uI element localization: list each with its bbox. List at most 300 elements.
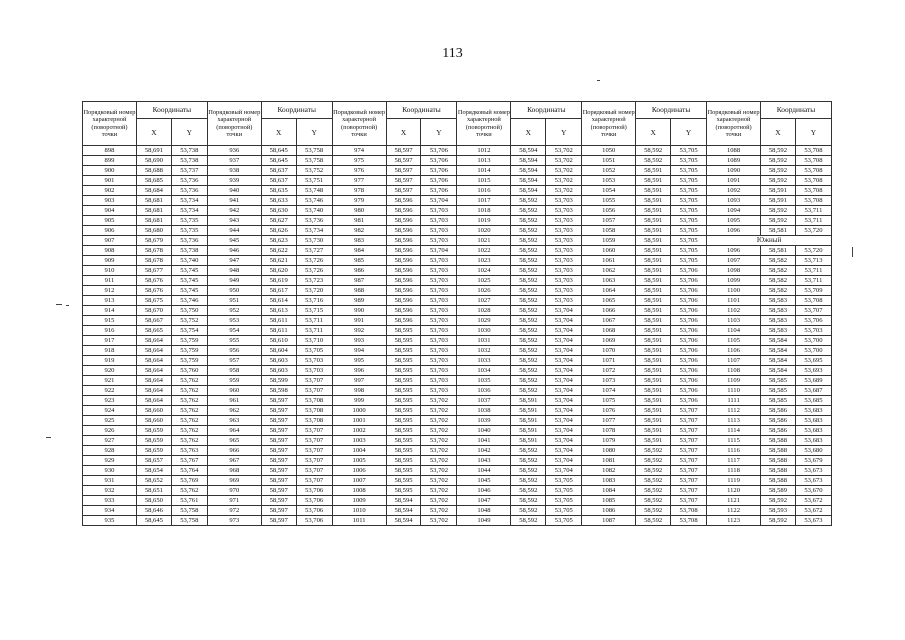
point-number: 902: [83, 186, 137, 196]
y-value: 53,734: [171, 196, 207, 206]
point-number: 918: [83, 346, 137, 356]
x-value: 58,591: [636, 306, 671, 316]
x-value: 58,646: [136, 506, 171, 516]
point-number: 1111: [707, 396, 761, 406]
point-number: 1088: [707, 146, 761, 156]
y-value: 53,705: [671, 156, 707, 166]
point-number: 924: [83, 406, 137, 416]
y-value: 53,703: [546, 256, 582, 266]
x-header: X: [761, 119, 796, 146]
x-value: 58,588: [761, 456, 796, 466]
point-number: 1016: [457, 186, 511, 196]
point-number: 1005: [332, 456, 386, 466]
y-value: 53,703: [421, 386, 457, 396]
y-value: 53,711: [296, 316, 332, 326]
x-value: 58,592: [636, 466, 671, 476]
y-value: 53,705: [671, 256, 707, 266]
x-value: 58,592: [511, 476, 546, 486]
x-value: 58,585: [761, 386, 796, 396]
point-number: 1089: [707, 156, 761, 166]
point-number: 954: [207, 326, 261, 336]
x-value: 58,664: [136, 366, 171, 376]
y-value: 53,703: [421, 236, 457, 246]
point-number: 1035: [457, 376, 511, 386]
y-value: 53,726: [296, 266, 332, 276]
x-value: 58,597: [386, 156, 421, 166]
x-value: 58,584: [761, 336, 796, 346]
point-number: 1030: [457, 326, 511, 336]
point-number: 1019: [457, 216, 511, 226]
y-value: 53,736: [171, 236, 207, 246]
x-value: 58,595: [386, 466, 421, 476]
x-value: 58,591: [636, 266, 671, 276]
point-number: 969: [207, 476, 261, 486]
y-value: 53,720: [296, 286, 332, 296]
y-value: 53,708: [671, 506, 707, 516]
point-number: 1097: [707, 256, 761, 266]
point-number: 958: [207, 366, 261, 376]
y-value: 53,707: [671, 496, 707, 506]
point-number: 1044: [457, 466, 511, 476]
y-value: 53,707: [296, 386, 332, 396]
y-value: 53,685: [795, 396, 831, 406]
x-value: 58,592: [511, 206, 546, 216]
y-value: 53,762: [171, 426, 207, 436]
section-label: Южный: [707, 236, 832, 246]
y-value: 53,754: [171, 326, 207, 336]
point-number: 1006: [332, 466, 386, 476]
y-value: 53,708: [296, 396, 332, 406]
point-number: 952: [207, 306, 261, 316]
point-number: 982: [332, 226, 386, 236]
y-value: 53,703: [546, 296, 582, 306]
point-number: 1032: [457, 346, 511, 356]
point-number: 925: [83, 416, 137, 426]
y-value: 53,745: [171, 276, 207, 286]
x-value: 58,664: [136, 346, 171, 356]
x-value: 58,591: [636, 256, 671, 266]
point-number: 953: [207, 316, 261, 326]
y-value: 53,734: [171, 206, 207, 216]
point-number: 993: [332, 336, 386, 346]
y-value: 53,740: [171, 256, 207, 266]
x-value: 58,597: [261, 476, 296, 486]
x-value: 58,591: [636, 336, 671, 346]
y-value: 53,707: [296, 376, 332, 386]
x-value: 58,592: [636, 486, 671, 496]
x-value: 58,582: [761, 276, 796, 286]
y-value: 53,683: [795, 436, 831, 446]
x-value: 58,592: [761, 216, 796, 226]
x-value: 58,591: [636, 176, 671, 186]
point-number: 1025: [457, 276, 511, 286]
y-value: 53,705: [671, 246, 707, 256]
point-number: 1000: [332, 406, 386, 416]
x-value: 58,592: [511, 246, 546, 256]
x-value: 58,603: [261, 366, 296, 376]
y-value: 53,759: [171, 336, 207, 346]
x-header: X: [136, 119, 171, 146]
y-value: 53,706: [421, 176, 457, 186]
point-number: 1112: [707, 406, 761, 416]
y-header: Y: [671, 119, 707, 146]
y-value: 53,703: [421, 296, 457, 306]
y-value: 53,706: [671, 346, 707, 356]
y-value: 53,720: [795, 246, 831, 256]
point-number: 1023: [457, 256, 511, 266]
x-value: 58,584: [761, 346, 796, 356]
y-value: 53,702: [546, 186, 582, 196]
y-value: 53,702: [421, 396, 457, 406]
point-number: 926: [83, 426, 137, 436]
y-value: 53,703: [421, 276, 457, 286]
x-value: 58,592: [636, 506, 671, 516]
y-value: 53,708: [795, 196, 831, 206]
y-value: 53,703: [795, 326, 831, 336]
y-value: 53,705: [671, 196, 707, 206]
y-value: 53,707: [671, 426, 707, 436]
x-value: 58,665: [136, 326, 171, 336]
point-number: 901: [83, 176, 137, 186]
x-value: 58,591: [511, 416, 546, 426]
point-number: 936: [207, 146, 261, 156]
y-value: 53,751: [296, 176, 332, 186]
x-value: 58,583: [761, 316, 796, 326]
x-value: 58,597: [261, 396, 296, 406]
y-value: 53,700: [795, 346, 831, 356]
x-value: 58,637: [261, 176, 296, 186]
x-value: 58,596: [386, 266, 421, 276]
y-value: 53,704: [546, 396, 582, 406]
y-value: 53,737: [171, 166, 207, 176]
y-value: 53,703: [421, 336, 457, 346]
x-value: 58,591: [636, 396, 671, 406]
x-value: 58,592: [511, 286, 546, 296]
y-value: 53,735: [171, 226, 207, 236]
y-value: 53,711: [795, 206, 831, 216]
x-value: 58,619: [261, 276, 296, 286]
x-value: 58,591: [636, 246, 671, 256]
y-value: 53,762: [171, 396, 207, 406]
point-number: 996: [332, 366, 386, 376]
y-value: 53,706: [296, 486, 332, 496]
x-value: 58,611: [261, 326, 296, 336]
y-value: 53,704: [546, 386, 582, 396]
x-value: 58,591: [636, 296, 671, 306]
y-value: 53,711: [795, 266, 831, 276]
x-value: 58,597: [261, 506, 296, 516]
x-value: 58,597: [386, 146, 421, 156]
x-value: 58,586: [761, 426, 796, 436]
x-value: 58,591: [636, 186, 671, 196]
point-number: 1117: [707, 456, 761, 466]
x-value: 58,591: [636, 196, 671, 206]
point-number: 960: [207, 386, 261, 396]
x-value: 58,595: [386, 366, 421, 376]
scan-speck: [852, 247, 853, 257]
point-number: 977: [332, 176, 386, 186]
y-value: 53,707: [671, 446, 707, 456]
x-value: 58,591: [511, 436, 546, 446]
point-number: 1004: [332, 446, 386, 456]
y-value: 53,762: [171, 406, 207, 416]
x-value: 58,690: [136, 156, 171, 166]
x-value: 58,596: [386, 306, 421, 316]
x-value: 58,591: [636, 166, 671, 176]
x-value: 58,591: [636, 226, 671, 236]
point-number: 1052: [582, 166, 636, 176]
y-value: 53,759: [171, 356, 207, 366]
x-value: 58,645: [136, 516, 171, 526]
x-value: 58,596: [386, 216, 421, 226]
x-value: 58,582: [761, 266, 796, 276]
point-number: 961: [207, 396, 261, 406]
point-number: 976: [332, 166, 386, 176]
x-value: 58,592: [511, 226, 546, 236]
y-value: 53,703: [421, 316, 457, 326]
x-value: 58,591: [636, 386, 671, 396]
y-value: 53,736: [296, 216, 332, 226]
point-number: 1037: [457, 396, 511, 406]
y-value: 53,708: [296, 416, 332, 426]
x-value: 58,614: [261, 296, 296, 306]
y-value: 53,704: [546, 326, 582, 336]
point-number: 951: [207, 296, 261, 306]
x-value: 58,592: [511, 316, 546, 326]
x-value: 58,654: [136, 466, 171, 476]
y-value: 53,745: [171, 286, 207, 296]
y-value: 53,706: [671, 336, 707, 346]
x-value: 58,594: [386, 516, 421, 526]
x-value: 58,596: [386, 286, 421, 296]
x-value: 58,596: [386, 206, 421, 216]
y-value: 53,759: [171, 346, 207, 356]
point-number: 1096: [707, 226, 761, 236]
x-value: 58,592: [511, 326, 546, 336]
x-value: 58,591: [636, 286, 671, 296]
y-value: 53,708: [795, 156, 831, 166]
point-number: 991: [332, 316, 386, 326]
x-value: 58,681: [136, 206, 171, 216]
y-value: 53,683: [795, 426, 831, 436]
y-value: 53,693: [795, 366, 831, 376]
point-number: 904: [83, 206, 137, 216]
x-value: 58,596: [386, 246, 421, 256]
y-value: 53,702: [421, 496, 457, 506]
y-value: 53,706: [296, 506, 332, 516]
x-value: 58,581: [761, 226, 796, 236]
y-value: 53,745: [171, 266, 207, 276]
y-value: 53,706: [671, 276, 707, 286]
y-value: 53,708: [795, 146, 831, 156]
point-number: 1049: [457, 516, 511, 526]
x-value: 58,664: [136, 336, 171, 346]
point-number: 980: [332, 206, 386, 216]
point-number: 945: [207, 236, 261, 246]
x-value: 58,691: [136, 146, 171, 156]
point-number: 1086: [582, 506, 636, 516]
x-value: 58,651: [136, 486, 171, 496]
y-value: 53,705: [671, 226, 707, 236]
y-value: 53,705: [671, 216, 707, 226]
point-number: 1012: [457, 146, 511, 156]
point-number: 956: [207, 346, 261, 356]
y-value: 53,704: [546, 436, 582, 446]
y-value: 53,707: [296, 466, 332, 476]
x-value: 58,591: [636, 276, 671, 286]
point-number: 1098: [707, 266, 761, 276]
x-value: 58,652: [136, 476, 171, 486]
x-value: 58,595: [386, 436, 421, 446]
y-value: 53,706: [421, 146, 457, 156]
x-value: 58,591: [636, 326, 671, 336]
y-value: 53,703: [421, 266, 457, 276]
y-value: 53,767: [171, 456, 207, 466]
point-number: 1022: [457, 246, 511, 256]
point-number: 984: [332, 246, 386, 256]
y-value: 53,703: [421, 306, 457, 316]
point-number: 1040: [457, 426, 511, 436]
x-header: X: [636, 119, 671, 146]
point-number: 1029: [457, 316, 511, 326]
x-value: 58,617: [261, 286, 296, 296]
point-number: 940: [207, 186, 261, 196]
y-value: 53,750: [171, 306, 207, 316]
point-number: 1046: [457, 486, 511, 496]
y-value: 53,723: [296, 276, 332, 286]
y-value: 53,704: [546, 426, 582, 436]
y-value: 53,703: [296, 366, 332, 376]
y-value: 53,762: [171, 386, 207, 396]
x-value: 58,595: [386, 476, 421, 486]
point-number: 1001: [332, 416, 386, 426]
x-value: 58,592: [636, 476, 671, 486]
y-value: 53,746: [296, 196, 332, 206]
y-value: 53,706: [421, 186, 457, 196]
y-value: 53,706: [671, 396, 707, 406]
y-value: 53,738: [171, 246, 207, 256]
x-value: 58,592: [511, 276, 546, 286]
x-value: 58,604: [261, 346, 296, 356]
point-number: 1116: [707, 446, 761, 456]
point-number: 1076: [582, 406, 636, 416]
point-number: 1071: [582, 356, 636, 366]
x-value: 58,592: [511, 496, 546, 506]
point-number: 944: [207, 226, 261, 236]
x-value: 58,591: [511, 406, 546, 416]
point-number: 1099: [707, 276, 761, 286]
x-value: 58,592: [511, 506, 546, 516]
y-value: 53,706: [296, 496, 332, 506]
point-number: 912: [83, 286, 137, 296]
x-value: 58,591: [636, 216, 671, 226]
y-header: Y: [171, 119, 207, 146]
point-number: 1026: [457, 286, 511, 296]
y-value: 53,706: [671, 376, 707, 386]
y-value: 53,683: [795, 416, 831, 426]
point-number: 1101: [707, 296, 761, 306]
point-number: 950: [207, 286, 261, 296]
point-number: 1091: [707, 176, 761, 186]
y-value: 53,705: [546, 486, 582, 496]
x-value: 58,583: [761, 306, 796, 316]
y-value: 53,702: [546, 176, 582, 186]
y-value: 53,702: [421, 476, 457, 486]
x-value: 58,592: [511, 366, 546, 376]
x-value: 58,675: [136, 296, 171, 306]
point-number: 1102: [707, 306, 761, 316]
y-value: 53,705: [671, 236, 707, 246]
x-header: X: [261, 119, 296, 146]
point-number: 914: [83, 306, 137, 316]
x-value: 58,645: [261, 146, 296, 156]
point-number: 948: [207, 266, 261, 276]
y-value: 53,709: [795, 286, 831, 296]
y-value: 53,762: [171, 376, 207, 386]
point-number: 943: [207, 216, 261, 226]
x-value: 58,592: [511, 376, 546, 386]
point-number: 1034: [457, 366, 511, 376]
point-number: 1014: [457, 166, 511, 176]
point-number: 978: [332, 186, 386, 196]
number-column-header: Порядковый номер характерной (поворотной) точки: [582, 102, 636, 146]
y-value: 53,707: [671, 416, 707, 426]
y-value: 53,735: [171, 216, 207, 226]
x-value: 58,591: [636, 406, 671, 416]
x-value: 58,659: [136, 426, 171, 436]
point-number: 1051: [582, 156, 636, 166]
x-value: 58,635: [261, 186, 296, 196]
x-value: 58,595: [386, 456, 421, 466]
point-number: 1056: [582, 206, 636, 216]
y-value: 53,720: [795, 226, 831, 236]
y-value: 53,706: [296, 516, 332, 526]
x-value: 58,599: [261, 376, 296, 386]
x-value: 58,591: [636, 436, 671, 446]
coordinates-header: Координаты: [761, 102, 832, 119]
x-value: 58,591: [511, 426, 546, 436]
x-value: 58,595: [386, 356, 421, 366]
y-value: 53,758: [296, 146, 332, 156]
x-value: 58,581: [761, 246, 796, 256]
y-value: 53,708: [795, 176, 831, 186]
x-value: 58,685: [136, 176, 171, 186]
y-value: 53,704: [546, 346, 582, 356]
y-value: 53,707: [296, 476, 332, 486]
x-value: 58,594: [511, 166, 546, 176]
x-value: 58,597: [261, 496, 296, 506]
point-number: 985: [332, 256, 386, 266]
x-value: 58,676: [136, 276, 171, 286]
x-value: 58,585: [761, 396, 796, 406]
x-value: 58,591: [636, 416, 671, 426]
y-value: 53,734: [296, 226, 332, 236]
x-value: 58,588: [761, 436, 796, 446]
y-value: 53,707: [671, 456, 707, 466]
y-value: 53,702: [421, 436, 457, 446]
y-value: 53,711: [795, 276, 831, 286]
y-value: 53,707: [671, 476, 707, 486]
y-value: 53,703: [546, 266, 582, 276]
point-number: 1002: [332, 426, 386, 436]
x-value: 58,592: [511, 256, 546, 266]
point-number: 990: [332, 306, 386, 316]
point-number: 957: [207, 356, 261, 366]
y-value: 53,705: [671, 186, 707, 196]
x-value: 58,594: [511, 186, 546, 196]
y-value: 53,703: [546, 246, 582, 256]
x-value: 58,592: [511, 446, 546, 456]
